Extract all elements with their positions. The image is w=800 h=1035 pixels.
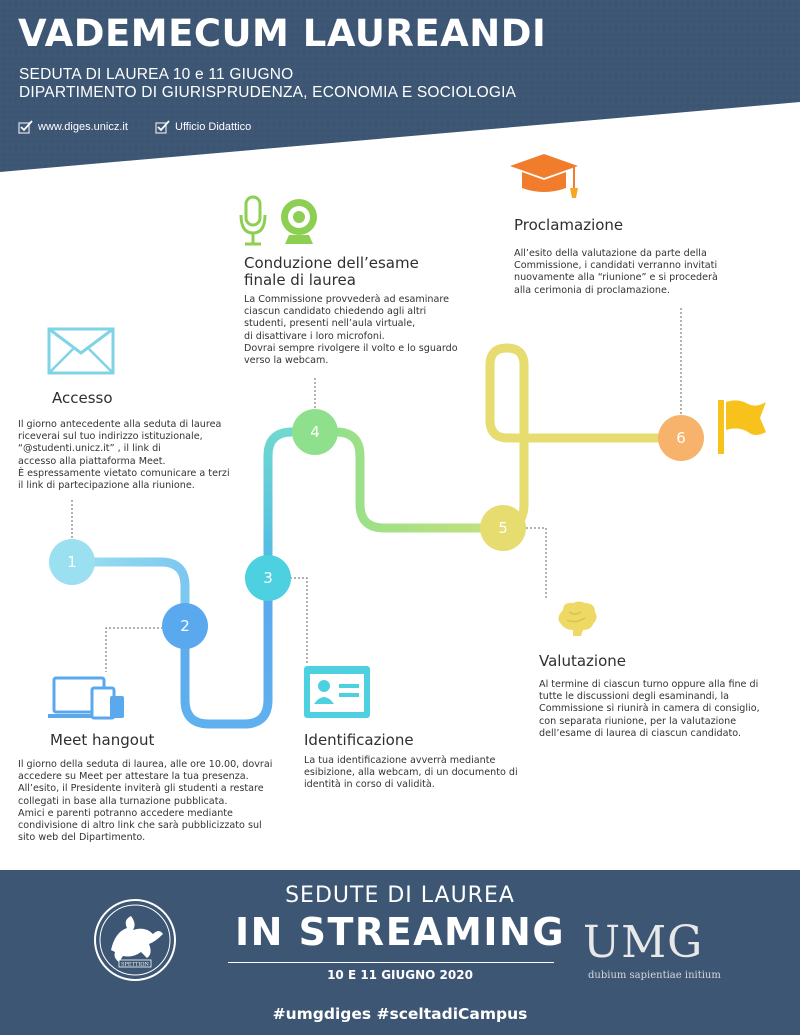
text-line: Commissione si riunirà in camera di consiglio,	[539, 703, 760, 715]
text-line: riceverai sul tuo indirizzo istituzionale,	[18, 431, 203, 443]
step-1-description	[18, 419, 230, 492]
seal-text: SPETTIΩN	[121, 961, 149, 968]
text-line: “@studenti.unicz.it” , il link di	[18, 443, 161, 455]
step-3-title: Identificazione	[304, 731, 414, 749]
text-line: tutte le discussioni degli esaminandi, la	[539, 691, 730, 703]
text-line: La tua identificazione avverrà mediante	[304, 755, 496, 766]
text-line: collegati in base alla turnazione pubblicata.	[18, 795, 228, 807]
step-6-number: 6	[676, 429, 686, 447]
text-line: La Commissione provvederà ad esaminare	[244, 294, 449, 305]
step-5-number: 5	[498, 519, 508, 537]
step-6-title: Proclamazione	[514, 216, 624, 234]
text-line: ciascun candidato chiedendo agli altri	[244, 306, 427, 318]
step-4-title-line1: Conduzione dell’esame	[244, 254, 419, 272]
text-line: il link di partecipazione alla riunione.	[18, 480, 195, 492]
text-line: Il giorno della seduta di laurea, alle ore 10.00, dovrai	[18, 759, 273, 770]
step-4-title-line2: finale di laurea	[244, 271, 356, 289]
text-line: È espressamente vietato comunicare a terzi	[18, 467, 230, 479]
text-line: con separata riunione, per la valutazione	[539, 715, 737, 727]
text-line: All’esito, il Presidente inviterà gli studenti a restare	[18, 783, 264, 795]
step-1-number: 1	[67, 553, 77, 571]
text-line: esibizione, alla webcam, di un documento di	[304, 767, 518, 779]
step-4-title	[244, 255, 419, 289]
footer-streaming-title: IN STREAMING	[234, 910, 566, 954]
text-line: alla cerimonia di proclamazione.	[514, 284, 670, 296]
text-line: Dovrai sempre rivolgere il volto e lo sguardo	[244, 342, 458, 354]
office-label: Ufficio Didattico	[175, 121, 252, 133]
text-line: di disattivare i loro microfoni.	[244, 330, 385, 342]
text-line: verso la webcam.	[244, 355, 329, 367]
text-line: All’esito della valutazione da parte della	[514, 248, 707, 259]
step-2-description	[18, 759, 272, 844]
graduation-cap-icon	[508, 152, 586, 200]
step-2-number: 2	[180, 617, 190, 635]
footer-date: 10 E 11 GIUGNO 2020	[327, 968, 473, 982]
step-3-description	[304, 755, 518, 792]
footer-heading: SEDUTE DI LAUREA	[285, 883, 515, 908]
step-5-title: Valutazione	[539, 652, 626, 670]
text-line: identità in corso di validità.	[304, 779, 435, 791]
text-line: studenti, presenti nell’aula virtuale,	[244, 318, 416, 330]
text-line: Amici e parenti potranno accedere mediante	[18, 807, 233, 819]
step-4-description	[244, 294, 458, 367]
text-line: sito web del Dipartimento.	[18, 832, 146, 844]
text-line: nuovamente alla “riunione” e si procederà	[514, 272, 718, 284]
header-subtitle-department: DIPARTIMENTO DI GIURISPRUDENZA, ECONOMIA E SOCIOLOGIA	[19, 84, 517, 101]
text-line: accesso alla piattaforma Meet.	[18, 455, 166, 467]
step-5-description	[539, 679, 760, 740]
step-4-number: 4	[310, 423, 320, 441]
flag-icon	[716, 398, 768, 456]
text-line: Commissione, i candidati verranno invitati	[514, 260, 718, 272]
university-seal-icon	[93, 898, 177, 982]
website-label: www.diges.unicz.it	[38, 121, 128, 133]
text-line: condivisione di altro link che sarà pubblicizzato sul	[18, 820, 262, 832]
umg-logo: UMG	[583, 917, 704, 968]
text-line: Al termine di ciascun turno oppure alla fine di	[539, 679, 759, 690]
devices-icon	[48, 676, 130, 720]
page-title: VADEMECUM LAUREANDI	[18, 12, 547, 55]
step-1-title: Accesso	[52, 389, 113, 407]
umg-motto: dubium sapientiae initium	[588, 970, 721, 981]
footer-hashtags: #umgdiges #sceltadiCampus	[272, 1005, 528, 1023]
footer-divider	[228, 962, 554, 963]
step-3-number: 3	[263, 569, 273, 587]
text-line: Il giorno antecedente alla seduta di laurea	[18, 419, 222, 430]
text-line: accedere su Meet per attestare la tua presenza.	[18, 771, 249, 783]
header-subtitle-date: SEDUTA DI LAUREA 10 e 11 GIUGNO	[19, 66, 294, 83]
text-line: dell’esame di laurea di ciascun candidato.	[539, 727, 742, 739]
envelope-icon	[47, 327, 115, 375]
step-2-title: Meet hangout	[50, 731, 155, 749]
brain-icon	[555, 600, 599, 638]
step-6-description	[514, 248, 718, 297]
id-card-icon	[304, 666, 370, 718]
microphone-webcam-icon	[237, 195, 323, 247]
